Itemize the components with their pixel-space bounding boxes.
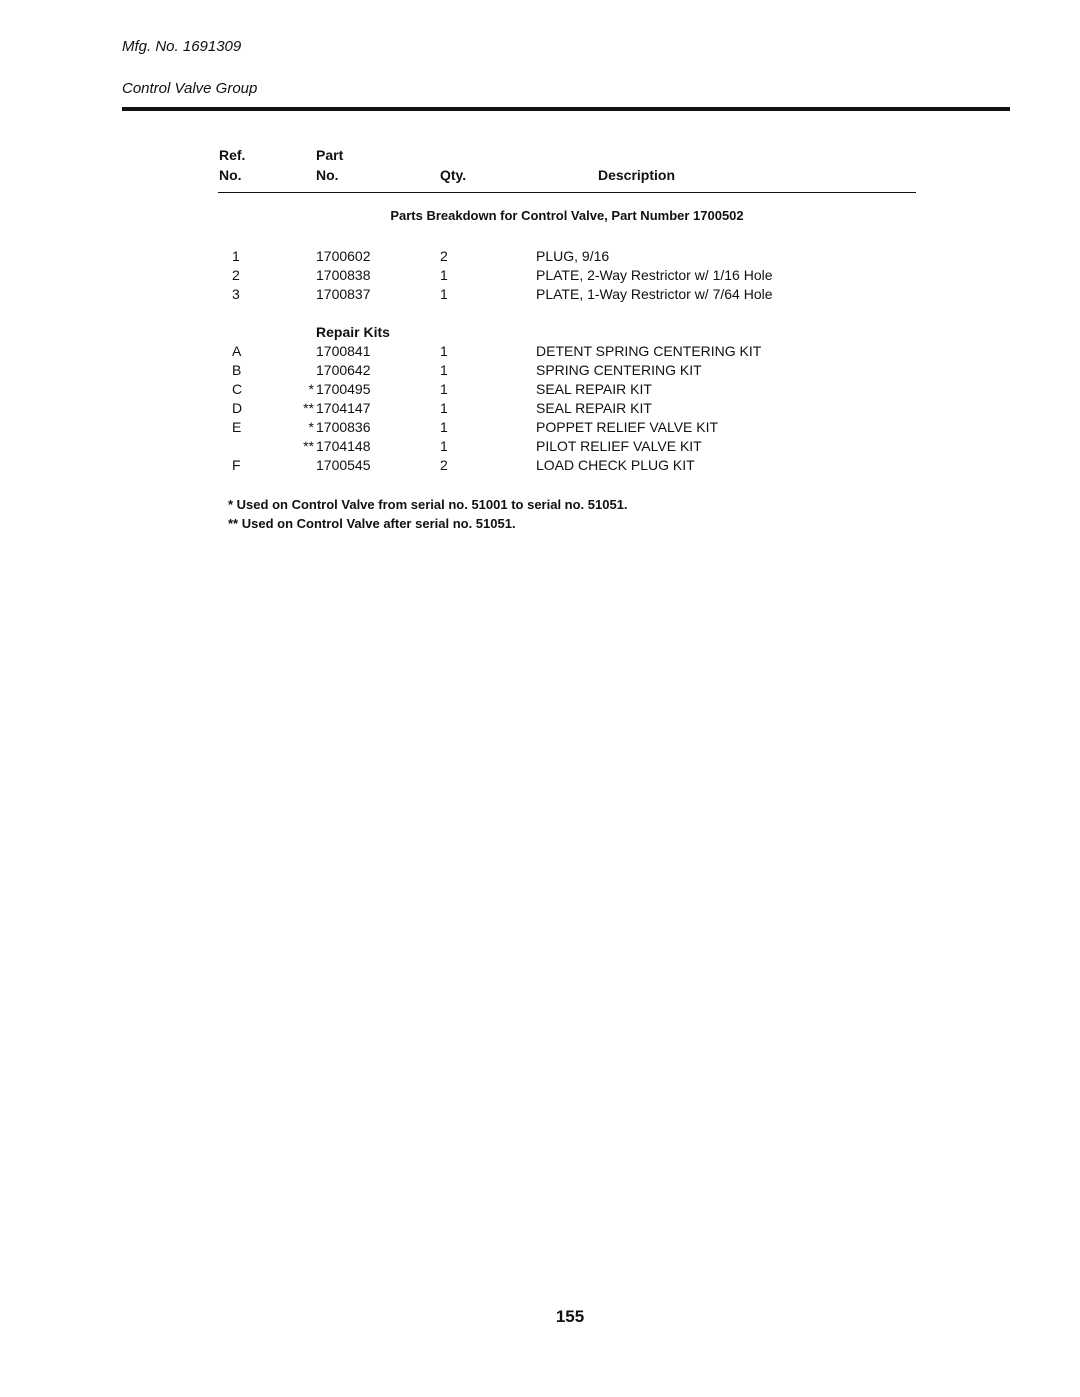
part-no: 1700495	[316, 381, 371, 397]
ref-no: B	[232, 362, 242, 378]
part-mark: **	[303, 400, 314, 416]
table-row	[0, 456, 1080, 475]
footnote-double-asterisk: ** Used on Control Valve after serial no. 51051.	[228, 516, 516, 531]
description: PLATE, 1-Way Restrictor w/ 7/64 Hole	[536, 286, 773, 302]
qty: 1	[440, 400, 448, 416]
part-mark: **	[303, 438, 314, 454]
page-number: 155	[555, 1307, 585, 1326]
part-no: 1700836	[316, 419, 371, 435]
part-no: 1700838	[316, 267, 371, 283]
qty: 1	[440, 267, 448, 283]
header-description: Description	[598, 167, 676, 183]
table-row	[0, 247, 1080, 266]
qty: 2	[440, 457, 448, 473]
table-row	[0, 418, 1080, 437]
header-ref-line1: Ref.	[219, 147, 246, 163]
ref-no: 2	[232, 267, 240, 283]
table-row	[0, 266, 1080, 285]
table-row	[0, 361, 1080, 380]
header-divider	[218, 192, 916, 193]
table-row	[0, 285, 1080, 304]
ref-no: 3	[232, 286, 240, 302]
mfg-number: Mfg. No. 1691309	[122, 38, 242, 55]
ref-no: F	[232, 457, 241, 473]
ref-no: C	[232, 381, 243, 397]
repair-kits-heading: Repair Kits	[316, 324, 390, 340]
description: PLATE, 2-Way Restrictor w/ 1/16 Hole	[536, 267, 773, 283]
part-no: 1700841	[316, 343, 371, 359]
description: LOAD CHECK PLUG KIT	[536, 457, 695, 473]
ref-no: A	[232, 343, 242, 359]
table-row	[0, 380, 1080, 399]
description: PILOT RELIEF VALVE KIT	[536, 438, 702, 454]
part-no: 1700642	[316, 362, 371, 378]
table-row	[0, 399, 1080, 418]
part-mark: *	[308, 381, 314, 397]
part-no: 1700602	[316, 248, 371, 264]
description: SPRING CENTERING KIT	[536, 362, 702, 378]
ref-no: 1	[232, 248, 240, 264]
qty: 2	[440, 248, 448, 264]
header-qty: Qty.	[440, 167, 467, 183]
part-no: 1700837	[316, 286, 371, 302]
qty: 1	[440, 286, 448, 302]
section-title: Parts Breakdown for Control Valve, Part Number 1700502	[390, 208, 744, 223]
description: SEAL REPAIR KIT	[536, 400, 652, 416]
top-divider	[122, 107, 1010, 111]
part-mark: *	[308, 419, 314, 435]
qty: 1	[440, 438, 448, 454]
group-title: Control Valve Group	[122, 80, 258, 97]
description: DETENT SPRING CENTERING KIT	[536, 343, 762, 359]
header-ref-line2: No.	[219, 167, 242, 183]
qty: 1	[440, 362, 448, 378]
qty: 1	[440, 343, 448, 359]
ref-no: D	[232, 400, 243, 416]
header-part-line2: No.	[316, 167, 339, 183]
part-no: 1704147	[316, 400, 371, 416]
table-row	[0, 437, 1080, 456]
qty: 1	[440, 419, 448, 435]
part-no: 1704148	[316, 438, 371, 454]
header-part-line1: Part	[316, 147, 344, 163]
part-no: 1700545	[316, 457, 371, 473]
description: SEAL REPAIR KIT	[536, 381, 652, 397]
description: POPPET RELIEF VALVE KIT	[536, 419, 719, 435]
footnote-single-asterisk: * Used on Control Valve from serial no. 51001 to serial no. 51051.	[228, 497, 628, 512]
table-row	[0, 342, 1080, 361]
ref-no: E	[232, 419, 242, 435]
description: PLUG, 9/16	[536, 248, 610, 264]
qty: 1	[440, 381, 448, 397]
